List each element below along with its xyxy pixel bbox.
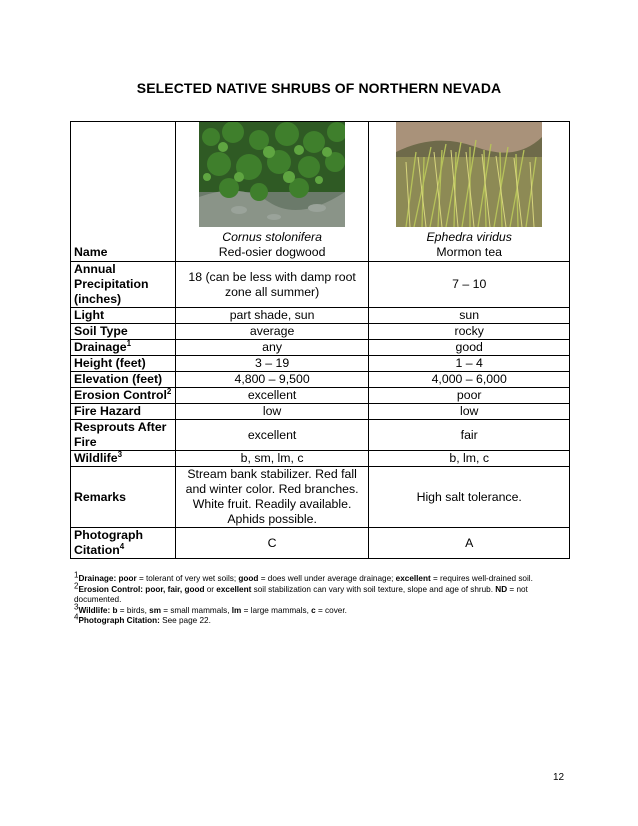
row-label: Height (feet) [71,356,176,372]
row-label [71,451,176,467]
row-label: Name [71,122,176,262]
footnote-text: soil stabilization can vary with soil texture, slope and age of shrub. [251,584,496,594]
footnote-marker: 3 [117,449,123,459]
table-row [71,528,570,559]
species-latin-name: Ephedra viridus [426,230,512,244]
cell-value: rocky [369,324,570,340]
row-label-text: Photograph Citation [74,528,143,557]
page-number: 12 [553,772,565,783]
row-label [71,528,176,559]
cell-value: Stream bank stabilizer. Red fall and winter color. Red branches. White fruit. Readily available. Aphids possible. [175,467,369,528]
footnote-term: lm [231,605,242,615]
cell-value: 3 – 19 [175,356,369,372]
mormon-tea-photo [396,122,542,227]
cell-value: low [175,404,369,420]
table-row [71,262,570,308]
row-label: Remarks [71,467,176,528]
cell-value: part shade, sun [175,308,369,324]
species-header [175,122,369,262]
footnote-text: = birds, [117,605,150,615]
footnote-text: = large mammals, [241,605,312,615]
cell-value: b, lm, c [369,451,570,467]
table-row [71,356,570,372]
footnote-term: sm [149,605,161,615]
table-row [71,420,570,451]
species-latin-name: Cornus stolonifera [222,230,322,244]
footnote-term: c [311,605,316,615]
dogwood-photo [199,122,345,227]
footnote-text: = small mammals, [161,605,232,615]
footnote-number: 2 [74,580,79,590]
cell-value: b, sm, lm, c [175,451,369,467]
footnote-term: ND [495,584,508,594]
table-header-row [71,122,570,262]
cell-value: excellent [175,388,369,404]
row-label [71,340,176,356]
cell-value: sun [369,308,570,324]
footnote-number: 3 [74,601,79,611]
row-label [71,388,176,404]
table-row [71,451,570,467]
row-label: Soil Type [71,324,176,340]
footnote [74,601,570,617]
cell-value: poor [369,388,570,404]
table-row [71,467,570,528]
footnote-text: = tolerant of very wet soils; [136,574,239,583]
footnote-term: Photograph Citation: [78,616,160,625]
footnote-term: excellent [216,584,252,594]
cell-value: 7 – 10 [369,262,570,308]
cell-value: low [369,404,570,420]
footnote-marker: 1 [126,338,132,348]
footnote-marker: 2 [166,386,172,396]
row-label: Annual Precipitation (inches) [71,262,176,308]
table-row [71,388,570,404]
footnote-text: See page 22. [159,616,211,625]
row-label-text: Wildlife [74,451,118,465]
table-row [71,324,570,340]
cell-value: 4,000 – 6,000 [369,372,570,388]
species-header [369,122,570,262]
footnote-term: Drainage: [78,574,117,583]
cell-value: any [175,340,369,356]
footnote-number: 4 [74,612,79,622]
footnote-text: = cover. [315,605,347,615]
species-common-name: Red-osier dogwood [218,245,326,259]
table-row [71,340,570,356]
row-label-text: Drainage [74,340,127,354]
table-row [71,308,570,324]
footnote-text: = does well under average drainage; [258,574,396,583]
footnote-text: = requires well-drained soil. [430,574,533,583]
row-label: Elevation (feet) [71,372,176,388]
footnote-text: or [204,584,217,594]
footnote-term: Erosion Control: poor, fair, good [78,584,205,594]
cell-value: good [369,340,570,356]
footnote-marker: 4 [119,541,125,551]
footnote-term: excellent [395,574,431,583]
row-label-text: Erosion Control [74,388,167,402]
footnote-text: = not documented. [74,584,528,604]
cell-value: fair [369,420,570,451]
cell-value: 18 (can be less with damp root zone all summer) [175,262,369,308]
footnote-term: poor [118,574,137,583]
table-row [71,404,570,420]
footnotes [74,570,570,627]
species-common-name: Mormon tea [436,245,503,259]
row-label: Resprouts After Fire [71,420,176,451]
footnote [74,580,570,606]
cell-value: C [175,528,369,559]
footnote-term: Wildlife: [78,605,111,615]
cell-value: average [175,324,369,340]
cell-value: 1 – 4 [369,356,570,372]
cell-value: High salt tolerance. [369,467,570,528]
table-row [71,372,570,388]
row-label: Fire Hazard [71,404,176,420]
cell-value: 4,800 – 9,500 [175,372,369,388]
shrub-table [70,121,570,559]
cell-value: excellent [175,420,369,451]
footnote-number: 1 [74,570,79,580]
footnote [74,612,570,627]
footnote-term: b [112,605,118,615]
footnote [74,570,570,585]
page-title: SELECTED NATIVE SHRUBS OF NORTHERN NEVADA [136,80,502,96]
footnote-term: good [238,574,259,583]
row-label: Light [71,308,176,324]
cell-value: A [369,528,570,559]
